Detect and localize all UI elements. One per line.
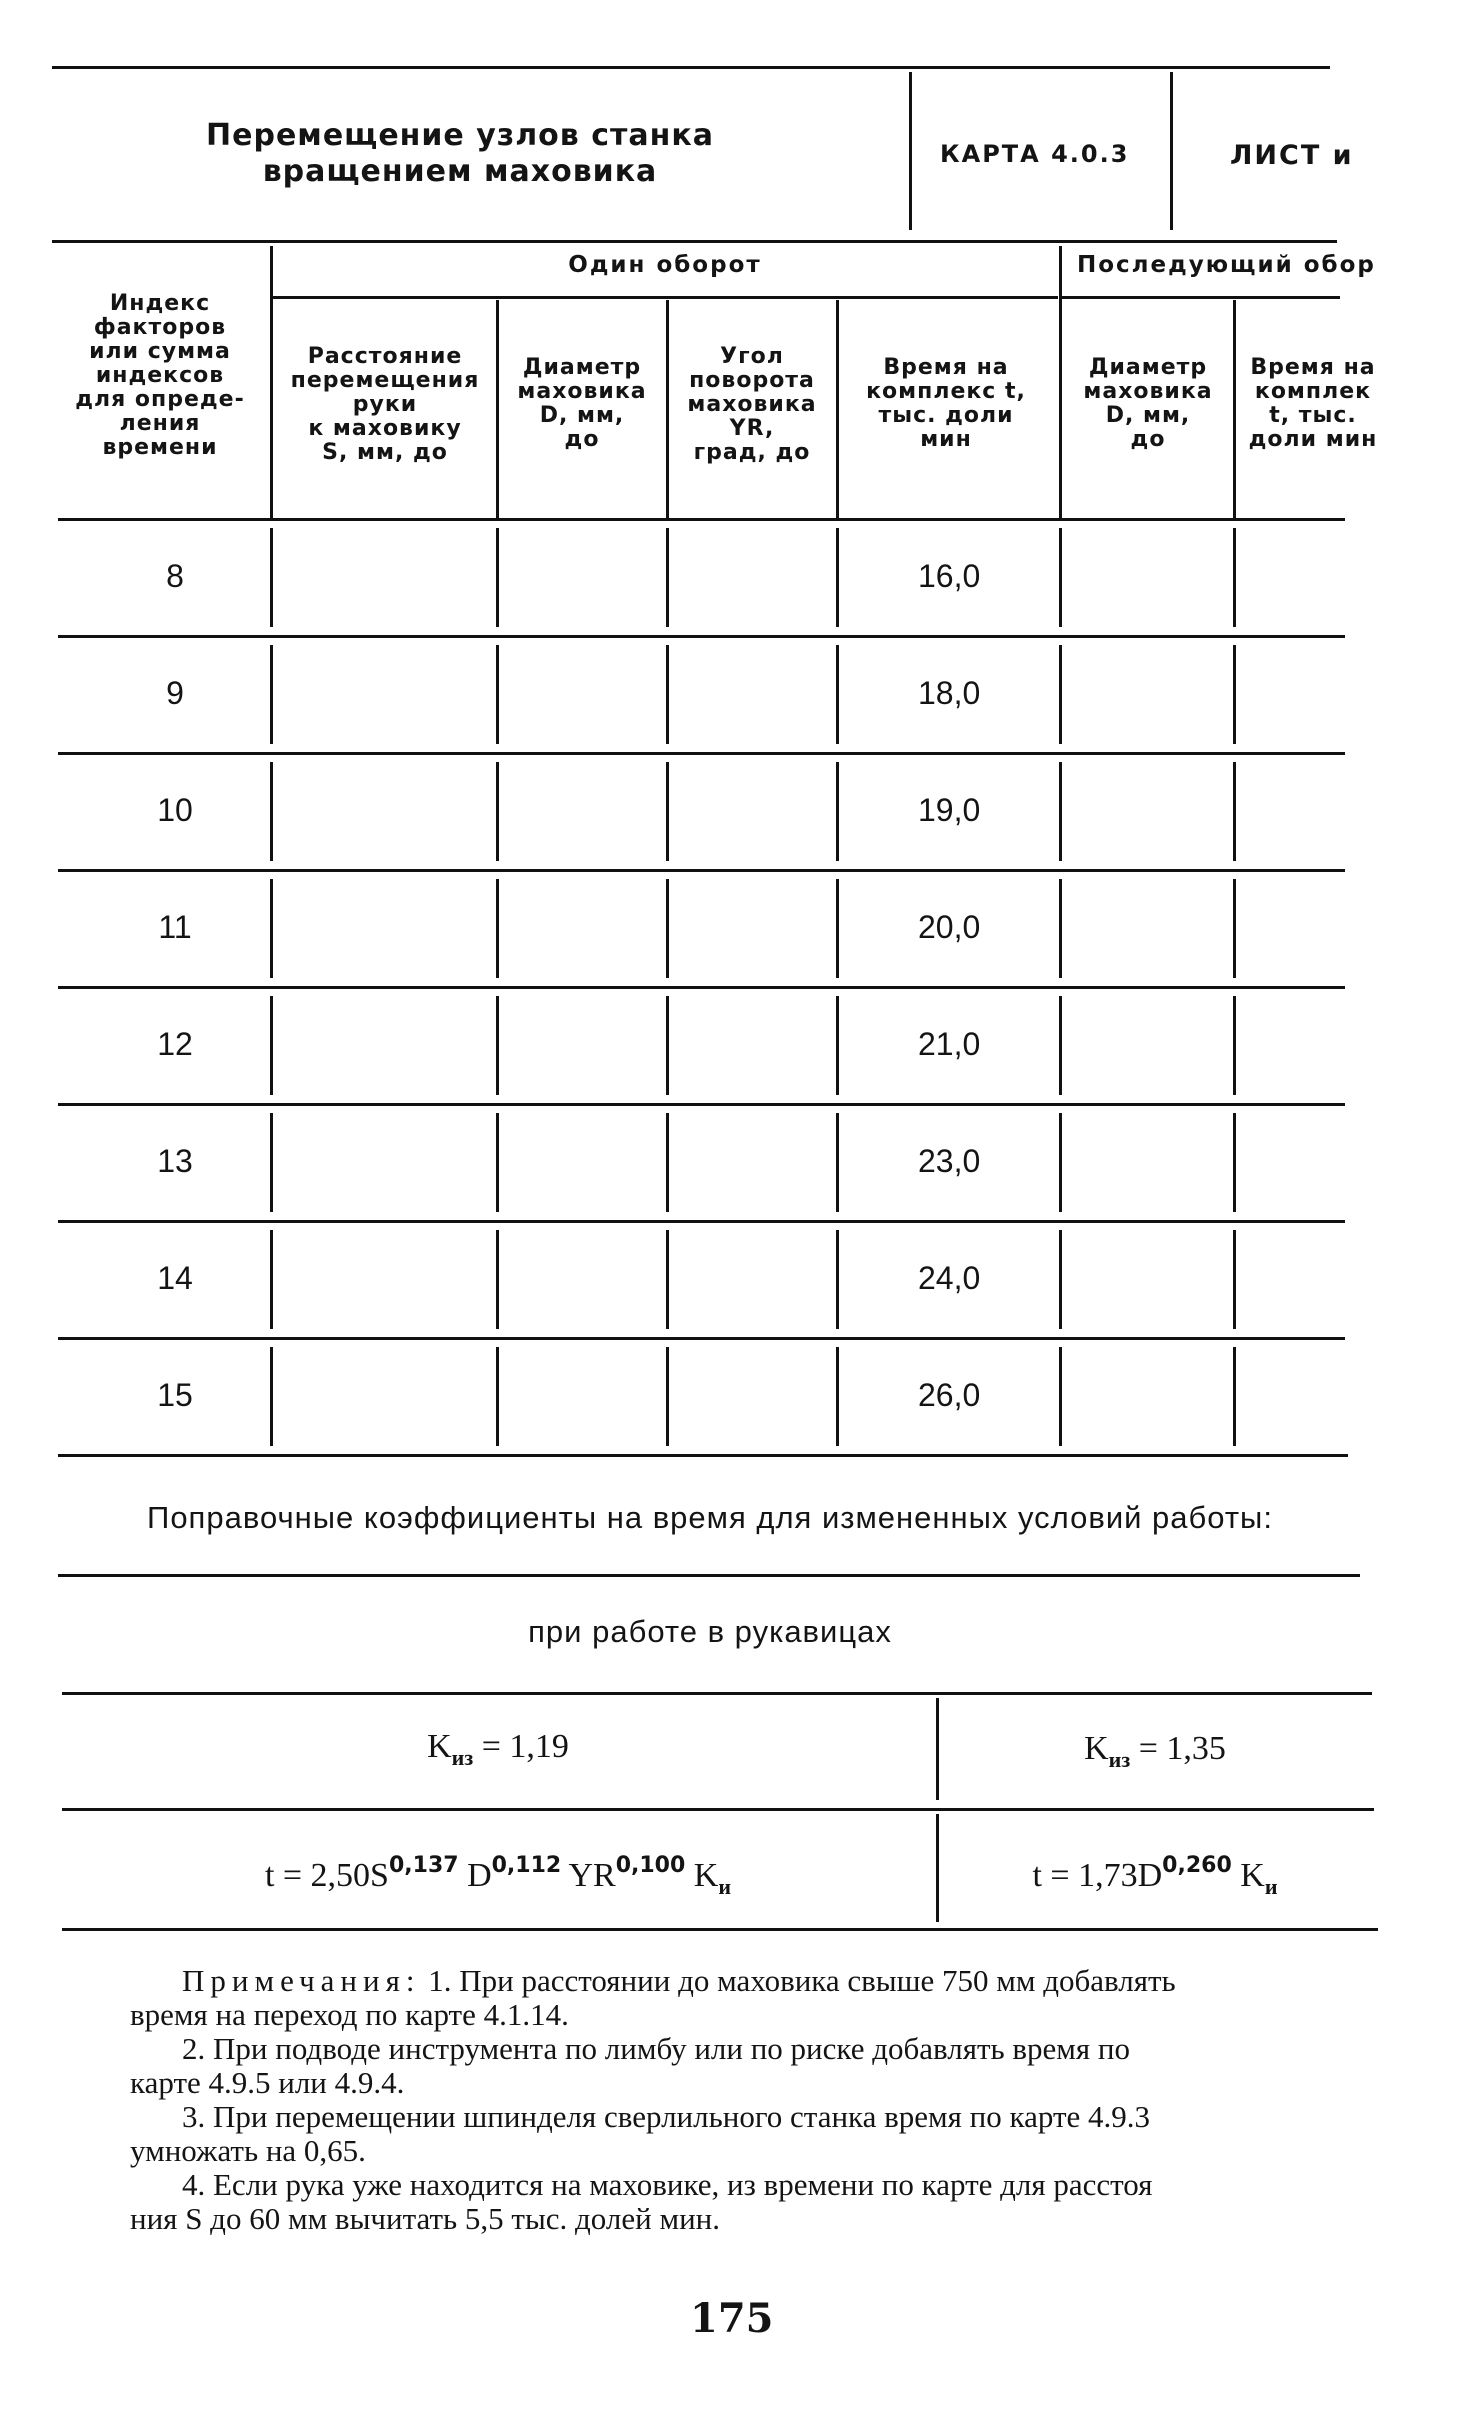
row-index: 14 [157, 1260, 193, 1296]
index-column-header: Индекс факторов или сумма индексов для опреде- ления времени [75, 291, 245, 460]
note-1: Примечания: 1. При расстоянии до маховика свыше 750 мм добавлять [182, 1963, 1176, 1998]
page-number: 175 [690, 2295, 774, 2342]
row-rule [58, 752, 1345, 755]
row-rule [58, 635, 1345, 638]
k-right: $K_{из} = 1,35$ [1084, 1730, 1226, 1772]
note-3: 3. При перемещении шпинделя сверлильного станка время по карте 4.9.3 [182, 2099, 1151, 2134]
row-col-line [666, 996, 669, 1095]
row-time: 16,0 [918, 558, 981, 594]
row-index: 11 [158, 909, 192, 945]
group-underline-one-turn [272, 296, 1058, 299]
col-line-5-head [1059, 246, 1062, 518]
row-time: 24,0 [918, 1260, 981, 1296]
formula-left: $t = 2,50S^{0,137}$ D$^{0,112}$ YR$^{0,100}$ $K_и$ [264, 1853, 732, 1899]
row-index: 13 [157, 1143, 193, 1179]
row-col-line [666, 1347, 669, 1446]
row-col-line [1233, 645, 1236, 744]
row-time: 23,0 [918, 1143, 981, 1179]
row-col-line [836, 1113, 839, 1212]
formula-right: $t = 1,73D^{0,260}$ $K_и$ [1032, 1853, 1278, 1899]
col-line-1-head [270, 246, 273, 518]
table-top-rule [52, 240, 1337, 243]
card-title-line2: вращением маховика [262, 154, 658, 189]
row-time: 20,0 [918, 909, 981, 945]
row-col-line [1059, 1113, 1062, 1212]
row-col-line [496, 762, 499, 861]
row-col-line [666, 528, 669, 627]
row-time: 21,0 [918, 1026, 981, 1062]
corrections-caption: Поправочные коэффициенты на время для измененных условий работы: [147, 1500, 1273, 1535]
card-title [160, 118, 760, 190]
row-col-line [496, 1230, 499, 1329]
row-col-line [1059, 645, 1062, 744]
row-col-line [1059, 996, 1062, 1095]
row-index: 10 [157, 792, 193, 828]
row-rule [58, 869, 1345, 872]
notes-heading: Примечания: [182, 1963, 421, 1998]
row-col-line [1059, 879, 1062, 978]
row-col-line [496, 1113, 499, 1212]
note-4: 4. Если рука уже находится на маховике, из времени по карте для расстоя [182, 2167, 1153, 2202]
row-col-line [666, 645, 669, 744]
card-number: КАРТА 4.0.3 [940, 140, 1130, 168]
row-col-line [836, 1230, 839, 1329]
row-col-line [1233, 996, 1236, 1095]
note-4-cont: ния S до 60 мм вычитать 5,5 тыс. долей мин. [130, 2201, 721, 2236]
row-col-line [1233, 1230, 1236, 1329]
row-col-line [496, 645, 499, 744]
row-col-line [496, 1347, 499, 1446]
row-index: 12 [157, 1026, 193, 1062]
note-1-cont: время на переход по карте 4.1.14. [130, 1997, 569, 2032]
notes-block [130, 1964, 1410, 2236]
row-col-line [1059, 528, 1062, 627]
note-2-cont: карте 4.9.5 или 4.9.4. [130, 2065, 405, 2100]
k-left: $K_{из} = 1,19$ [427, 1728, 569, 1770]
row-index: 15 [157, 1377, 193, 1413]
card-title-line1: Перемещение узлов станка [206, 118, 714, 153]
row-col-line [666, 1230, 669, 1329]
row-col-line [1233, 1113, 1236, 1212]
row-time: 26,0 [918, 1377, 981, 1413]
row-col-line [1233, 762, 1236, 861]
formula-divider [936, 1814, 939, 1922]
row-col-line [666, 762, 669, 861]
row-rule [58, 1103, 1345, 1106]
k-divider [936, 1698, 939, 1800]
corrections-rule-1 [58, 1574, 1360, 1577]
time-column-header: Время на комплекс t, тыс. доли мин [866, 355, 1026, 452]
group-header-next-turn: Последующий обор [1077, 252, 1376, 278]
row-rule [58, 1220, 1345, 1223]
row-col-line [1059, 1230, 1062, 1329]
top-rule [52, 66, 1330, 69]
col-line-2-head [496, 300, 499, 518]
row-col-line [496, 996, 499, 1095]
row-col-line [1233, 879, 1236, 978]
row-col-line [666, 1113, 669, 1212]
next-diameter-column-header: Диаметр маховика D, мм, до [1083, 355, 1213, 452]
group-header-one-turn: Один оборот [568, 252, 762, 278]
row-rule [58, 518, 1345, 521]
note-3-cont: умножать на 0,65. [130, 2133, 366, 2168]
row-col-line [836, 762, 839, 861]
corrections-rule-3 [62, 1808, 1374, 1811]
next-time-column-header: Время на комплек t, тыс. доли мин [1248, 356, 1378, 452]
corrections-rule-4 [62, 1928, 1378, 1931]
row-col-line [1059, 762, 1062, 861]
header-divider-1 [909, 72, 912, 230]
row-col-line [666, 879, 669, 978]
row-col-line [1059, 1347, 1062, 1446]
row-col-line [1233, 528, 1236, 627]
row-col-line [836, 879, 839, 978]
angle-column-header: Угол поворота маховика YR, град, до [687, 344, 817, 465]
table-bottom-rule [58, 1454, 1348, 1457]
row-col-line [836, 645, 839, 744]
row-rule [58, 986, 1345, 989]
row-col-line [1233, 1347, 1236, 1446]
diameter-column-header: Диаметр маховика D, мм, до [517, 355, 647, 452]
row-index: 8 [166, 558, 184, 594]
row-time: 18,0 [918, 675, 981, 711]
row-col-line [836, 1347, 839, 1446]
note-2: 2. При подводе инструмента по лимбу или по риске добавлять время по [182, 2031, 1131, 2066]
row-col-line [496, 879, 499, 978]
gloves-caption: при работе в рукавицах [528, 1614, 892, 1649]
row-index: 9 [166, 675, 184, 711]
row-time: 19,0 [918, 792, 981, 828]
col-line-3-head [666, 300, 669, 518]
group-underline-next-turn [1060, 296, 1340, 299]
row-rule [58, 1337, 1345, 1340]
row-col-line [496, 528, 499, 627]
row-col-line [836, 528, 839, 627]
col-line-4-head [836, 300, 839, 518]
header-divider-2 [1170, 72, 1173, 230]
corrections-rule-2 [62, 1692, 1372, 1695]
col-line-6-head [1233, 300, 1236, 518]
sheet-number: ЛИСТ и [1230, 140, 1354, 171]
row-col-line [836, 996, 839, 1095]
distance-column-header: Расстояние перемещения руки к маховику S, мм, до [290, 344, 480, 465]
